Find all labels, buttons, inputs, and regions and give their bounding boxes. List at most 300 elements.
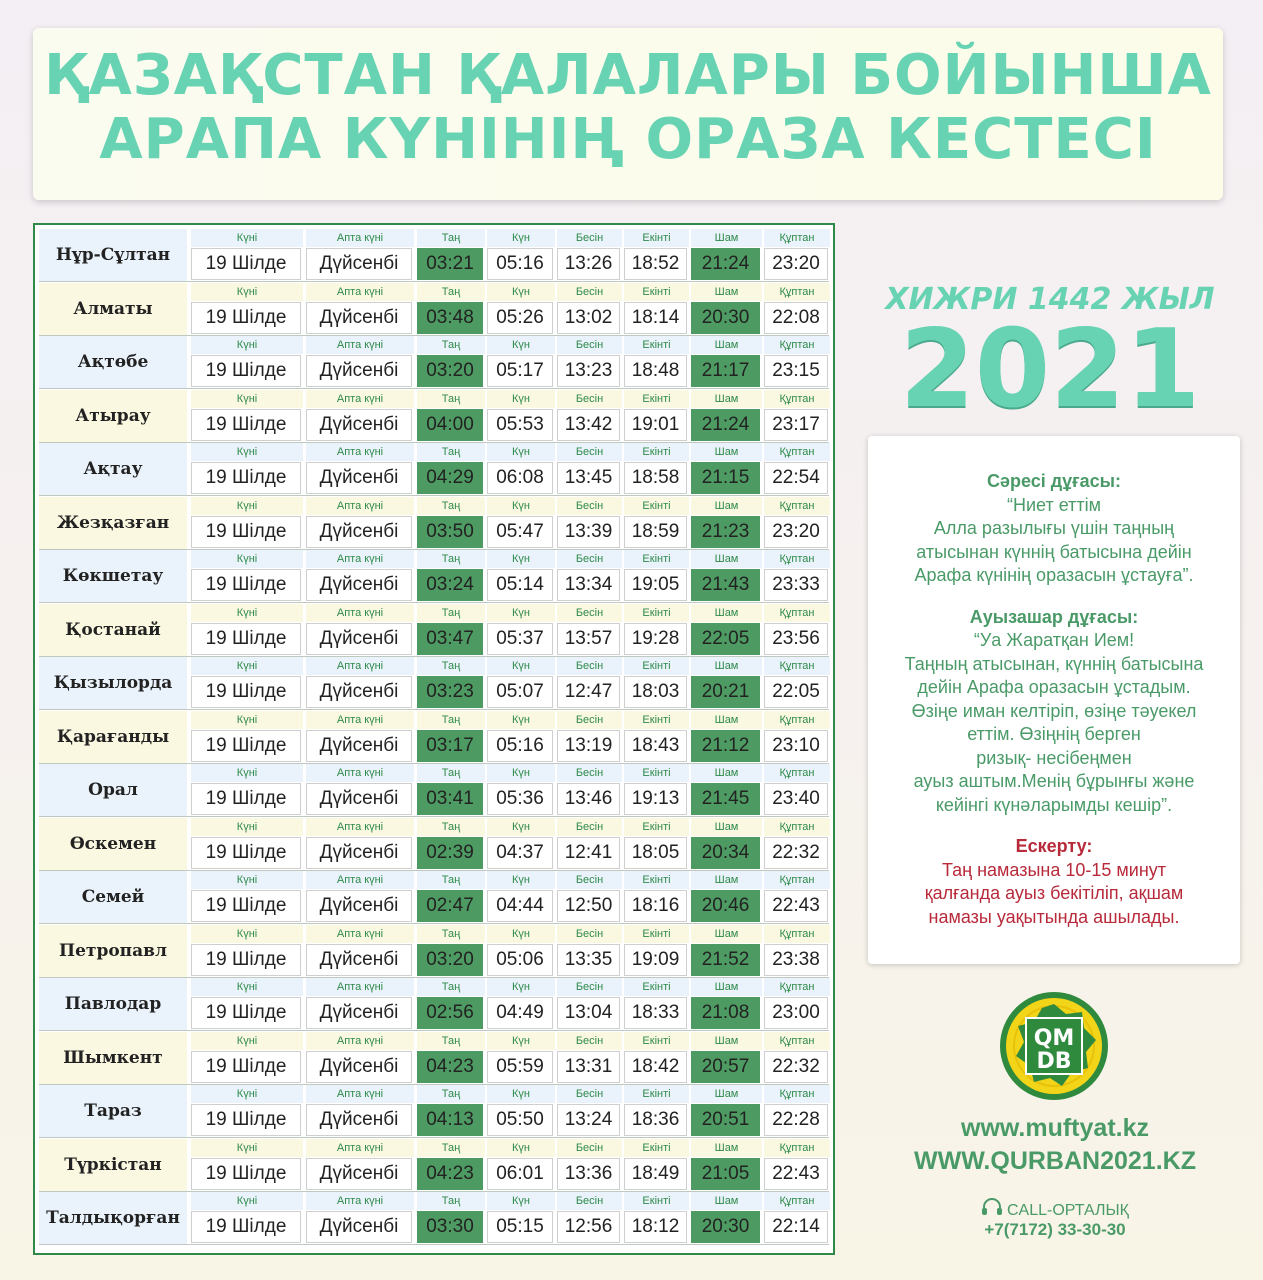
column-header: Апта күні [306, 871, 414, 889]
column-header: Апта күні [306, 764, 414, 782]
column-header: Шам [691, 229, 762, 247]
weekday-cell: Дүйсенбі [306, 516, 412, 548]
time-cell: 18:03 [624, 676, 687, 708]
column-header: Екінті [624, 1139, 689, 1157]
note-title: Ескерту: [1015, 836, 1093, 856]
column-header: Бесін [557, 390, 622, 408]
weekday-cell: Дүйсенбі [306, 623, 412, 655]
site-qurban[interactable]: WWW.QURBAN2021.KZ [914, 1147, 1196, 1175]
column-header: Шам [691, 443, 762, 461]
column-header: Таң [417, 764, 485, 782]
column-header: Күн [487, 1192, 555, 1210]
column-header: Құптан [764, 711, 830, 729]
time-cell: 13:23 [557, 355, 620, 387]
column-header: Екінті [624, 229, 689, 247]
column-header: Күн [487, 1032, 555, 1050]
time-cell: 18:33 [624, 997, 687, 1029]
city-name: Өскемен [39, 818, 187, 870]
city-name: Алматы [39, 283, 187, 335]
date-cell: 19 Шілде [191, 1211, 301, 1243]
column-header: Апта күні [306, 711, 414, 729]
time-cell: 18:43 [624, 730, 687, 762]
column-header: Шам [691, 1032, 762, 1050]
time-cell: 18:59 [624, 516, 687, 548]
iftar-line: дейін Арафа оразасын ұстадым. [917, 677, 1191, 697]
time-cell: 19:05 [624, 569, 687, 601]
column-header: Күн [487, 550, 555, 568]
logo-text-top: QM [1033, 1026, 1075, 1051]
time-cell: 18:05 [624, 837, 687, 869]
city-name: Қостанай [39, 604, 187, 656]
time-cell: 22:05 [691, 623, 760, 655]
column-header: Күні [191, 1032, 303, 1050]
time-cell: 04:23 [417, 1158, 483, 1190]
column-header: Екінті [624, 925, 689, 943]
weekday-cell: Дүйсенбі [306, 997, 412, 1029]
column-header: Екінті [624, 443, 689, 461]
column-header: Бесін [557, 871, 622, 889]
column-header: Екінті [624, 871, 689, 889]
date-cell: 19 Шілде [191, 783, 301, 815]
column-header: Таң [417, 443, 485, 461]
city-name: Түркістан [39, 1139, 187, 1191]
time-cell: 13:46 [557, 783, 620, 815]
time-cell: 13:36 [557, 1158, 620, 1190]
city-row [39, 818, 829, 871]
date-cell: 19 Шілде [191, 302, 301, 334]
time-cell: 05:07 [487, 676, 553, 708]
hijri-year: ХИЖРИ 1442 ЖЫЛ [885, 282, 1215, 317]
time-cell: 04:00 [417, 409, 483, 441]
weekday-cell: Дүйсенбі [306, 409, 412, 441]
column-header: Бесін [557, 764, 622, 782]
time-cell: 18:48 [624, 355, 687, 387]
column-header: Шам [691, 925, 762, 943]
column-header: Апта күні [306, 497, 414, 515]
column-header: Екінті [624, 604, 689, 622]
column-header: Күні [191, 1085, 303, 1103]
time-cell: 03:48 [417, 302, 483, 334]
time-cell: 22:05 [764, 676, 828, 708]
column-header: Шам [691, 390, 762, 408]
time-cell: 21:23 [691, 516, 760, 548]
column-header: Күні [191, 336, 303, 354]
date-cell: 19 Шілде [191, 248, 301, 280]
time-cell: 13:45 [557, 462, 620, 494]
weekday-cell: Дүйсенбі [306, 248, 412, 280]
column-header: Құптан [764, 978, 830, 996]
city-row [39, 550, 829, 603]
time-cell: 02:47 [417, 890, 483, 922]
date-cell: 19 Шілде [191, 355, 301, 387]
column-header: Таң [417, 1139, 485, 1157]
title-line-1: ҚАЗАҚСТАН ҚАЛАЛАРЫ БОЙЫНША [44, 43, 1212, 108]
time-cell: 22:08 [764, 302, 828, 334]
time-cell: 12:41 [557, 837, 620, 869]
column-header: Бесін [557, 550, 622, 568]
column-header: Күні [191, 497, 303, 515]
column-header: Күн [487, 657, 555, 675]
time-cell: 06:08 [487, 462, 553, 494]
iftar-line: “Уа Жаратқан Ием! [973, 630, 1135, 650]
phone-number[interactable]: +7(7172) 33-30-30 [984, 1220, 1126, 1239]
time-cell: 18:58 [624, 462, 687, 494]
time-cell: 05:06 [487, 944, 553, 976]
column-header: Екінті [624, 1085, 689, 1103]
column-header: Екінті [624, 336, 689, 354]
time-cell: 05:50 [487, 1104, 553, 1136]
time-cell: 05:14 [487, 569, 553, 601]
time-cell: 05:36 [487, 783, 553, 815]
city-name: Шымкент [39, 1032, 187, 1084]
column-header: Құптан [764, 1192, 830, 1210]
time-cell: 23:33 [764, 569, 828, 601]
column-header: Күн [487, 1085, 555, 1103]
weekday-cell: Дүйсенбі [306, 730, 412, 762]
time-cell: 21:12 [691, 730, 760, 762]
note-line: Таң намазына 10-15 минут [941, 859, 1167, 880]
city-row [39, 497, 829, 550]
sahur-line: “Ниет еттім [1007, 494, 1101, 515]
time-cell: 05:53 [487, 409, 553, 441]
column-header: Күні [191, 229, 303, 247]
time-cell: 21:05 [691, 1158, 760, 1190]
column-header: Таң [417, 229, 485, 247]
column-header: Күн [487, 711, 555, 729]
column-header: Күн [487, 390, 555, 408]
city-row [39, 1192, 829, 1245]
column-header: Күні [191, 925, 303, 943]
time-cell: 20:34 [691, 837, 760, 869]
city-name: Орал [39, 764, 187, 816]
column-header: Апта күні [306, 604, 414, 622]
column-header: Шам [691, 550, 762, 568]
column-header: Апта күні [306, 443, 414, 461]
time-cell: 05:47 [487, 516, 553, 548]
weekday-cell: Дүйсенбі [306, 1211, 412, 1243]
time-cell: 22:28 [764, 1104, 828, 1136]
city-name: Қарағанды [39, 711, 187, 763]
date-cell: 19 Шілде [191, 890, 301, 922]
city-row [39, 657, 829, 710]
column-header: Апта күні [306, 818, 414, 836]
time-cell: 21:52 [691, 944, 760, 976]
column-header: Таң [417, 604, 485, 622]
weekday-cell: Дүйсенбі [306, 302, 412, 334]
column-header: Таң [417, 550, 485, 568]
time-cell: 19:13 [624, 783, 687, 815]
column-header: Бесін [557, 336, 622, 354]
iftar-line: еттім. Өзіңнің берген [967, 724, 1141, 744]
column-header: Шам [691, 657, 762, 675]
time-cell: 06:01 [487, 1158, 553, 1190]
city-name: Ақтау [39, 443, 187, 495]
time-cell: 05:16 [487, 730, 553, 762]
city-row [39, 1085, 829, 1138]
time-cell: 23:17 [764, 409, 828, 441]
date-cell: 19 Шілде [191, 1104, 301, 1136]
column-header: Құптан [764, 764, 830, 782]
iftar-title: Ауызашар дұғасы: [969, 606, 1139, 627]
column-header: Шам [691, 283, 762, 301]
column-header: Апта күні [306, 978, 414, 996]
column-header: Апта күні [306, 1192, 414, 1210]
site-muftyat[interactable]: www.muftyat.kz [961, 1114, 1149, 1142]
city-row [39, 336, 829, 389]
time-cell: 13:02 [557, 302, 620, 334]
column-header: Бесін [557, 657, 622, 675]
time-cell: 03:30 [417, 1211, 483, 1243]
time-cell: 23:20 [764, 248, 828, 280]
time-cell: 18:49 [624, 1158, 687, 1190]
city-row [39, 283, 829, 336]
city-row [39, 390, 829, 443]
column-header: Бесін [557, 229, 622, 247]
column-header: Құптан [764, 1139, 830, 1157]
column-header: Шам [691, 497, 762, 515]
time-cell: 22:32 [764, 837, 828, 869]
time-cell: 13:19 [557, 730, 620, 762]
prayer-times-table [33, 223, 835, 1255]
column-header: Екінті [624, 978, 689, 996]
city-row [39, 764, 829, 817]
time-cell: 21:08 [691, 997, 760, 1029]
column-header: Күн [487, 283, 555, 301]
time-cell: 04:37 [487, 837, 553, 869]
column-header: Күні [191, 390, 303, 408]
time-cell: 18:42 [624, 1051, 687, 1083]
column-header: Екінті [624, 1032, 689, 1050]
column-header: Күні [191, 657, 303, 675]
city-name: Семей [39, 871, 187, 923]
time-cell: 21:17 [691, 355, 760, 387]
column-header: Екінті [624, 818, 689, 836]
time-cell: 03:20 [417, 355, 483, 387]
date-cell: 19 Шілде [191, 623, 301, 655]
column-header: Бесін [557, 711, 622, 729]
time-cell: 03:24 [417, 569, 483, 601]
city-name: Тараз [39, 1085, 187, 1137]
column-header: Күн [487, 443, 555, 461]
column-header: Бесін [557, 1032, 622, 1050]
city-name: Талдықорған [39, 1192, 187, 1244]
sahur-line: Арафа күнінің оразасын ұстауға”. [914, 565, 1194, 585]
column-header: Күні [191, 871, 303, 889]
time-cell: 22:54 [764, 462, 828, 494]
time-cell: 12:50 [557, 890, 620, 922]
weekday-cell: Дүйсенбі [306, 890, 412, 922]
column-header: Бесін [557, 978, 622, 996]
iftar-line: кейінгі күнәларымды кешір”. [935, 794, 1173, 815]
time-cell: 20:51 [691, 1104, 760, 1136]
time-cell: 18:12 [624, 1211, 687, 1243]
column-header: Шам [691, 818, 762, 836]
time-cell: 19:28 [624, 623, 687, 655]
time-cell: 23:10 [764, 730, 828, 762]
time-cell: 21:24 [691, 248, 760, 280]
weekday-cell: Дүйсенбі [306, 676, 412, 708]
city-name: Қызылорда [39, 657, 187, 709]
column-header: Таң [417, 390, 485, 408]
column-header: Бесін [557, 1192, 622, 1210]
column-header: Күн [487, 1139, 555, 1157]
column-header: Күні [191, 818, 303, 836]
column-header: Бесін [557, 443, 622, 461]
column-header: Апта күні [306, 1139, 414, 1157]
column-header: Құптан [764, 390, 830, 408]
time-cell: 04:13 [417, 1104, 483, 1136]
time-cell: 05:37 [487, 623, 553, 655]
time-cell: 21:45 [691, 783, 760, 815]
iftar-line: Өзіңе иман келтіріп, өзіңе тәуекел [911, 700, 1197, 721]
time-cell: 04:44 [487, 890, 553, 922]
time-cell: 22:32 [764, 1051, 828, 1083]
time-cell: 05:26 [487, 302, 553, 334]
time-cell: 23:15 [764, 355, 828, 387]
column-header: Апта күні [306, 229, 414, 247]
time-cell: 18:16 [624, 890, 687, 922]
column-header: Бесін [557, 497, 622, 515]
column-header: Құптан [764, 1085, 830, 1103]
column-header: Күні [191, 283, 303, 301]
column-header: Апта күні [306, 550, 414, 568]
qmdb-logo [998, 990, 1110, 1102]
iftar-line: Таңның атысынан, күннің батысына [904, 653, 1204, 674]
date-cell: 19 Шілде [191, 944, 301, 976]
column-header: Күн [487, 764, 555, 782]
sahur-line: Алла разылығы үшін таңның [933, 518, 1175, 538]
time-cell: 04:23 [417, 1051, 483, 1083]
column-header: Құптан [764, 497, 830, 515]
column-header: Екінті [624, 390, 689, 408]
column-header: Таң [417, 978, 485, 996]
time-cell: 05:59 [487, 1051, 553, 1083]
column-header: Күні [191, 1192, 303, 1210]
time-cell: 03:41 [417, 783, 483, 815]
column-header: Шам [691, 604, 762, 622]
column-header: Бесін [557, 604, 622, 622]
time-cell: 03:23 [417, 676, 483, 708]
iftar-line: ризық- несібеңмен [976, 747, 1132, 768]
sahur-line: атысынан күннің батысына дейін [916, 541, 1192, 562]
time-cell: 23:40 [764, 783, 828, 815]
column-header: Құптан [764, 283, 830, 301]
column-header: Күн [487, 229, 555, 247]
column-header: Күні [191, 443, 303, 461]
column-header: Күн [487, 925, 555, 943]
weekday-cell: Дүйсенбі [306, 462, 412, 494]
column-header: Күні [191, 604, 303, 622]
column-header: Таң [417, 497, 485, 515]
time-cell: 03:20 [417, 944, 483, 976]
time-cell: 13:42 [557, 409, 620, 441]
time-cell: 18:52 [624, 248, 687, 280]
title-banner [33, 28, 1223, 200]
weekday-cell: Дүйсенбі [306, 837, 412, 869]
column-header: Таң [417, 871, 485, 889]
time-cell: 20:30 [691, 1211, 760, 1243]
column-header: Таң [417, 1192, 485, 1210]
column-header: Екінті [624, 711, 689, 729]
column-header: Екінті [624, 550, 689, 568]
column-header: Күн [487, 978, 555, 996]
column-header: Екінті [624, 1192, 689, 1210]
date-cell: 19 Шілде [191, 1158, 301, 1190]
city-row [39, 871, 829, 924]
column-header: Құптан [764, 818, 830, 836]
column-header: Екінті [624, 657, 689, 675]
time-cell: 03:47 [417, 623, 483, 655]
column-header: Апта күні [306, 390, 414, 408]
weekday-cell: Дүйсенбі [306, 1158, 412, 1190]
city-row [39, 711, 829, 764]
time-cell: 13:34 [557, 569, 620, 601]
time-cell: 04:29 [417, 462, 483, 494]
date-cell: 19 Шілде [191, 462, 301, 494]
column-header: Күн [487, 604, 555, 622]
weekday-cell: Дүйсенбі [306, 569, 412, 601]
column-header: Шам [691, 978, 762, 996]
column-header: Екінті [624, 283, 689, 301]
time-cell: 19:01 [624, 409, 687, 441]
column-header: Екінті [624, 497, 689, 515]
time-cell: 03:17 [417, 730, 483, 762]
city-row [39, 443, 829, 496]
time-cell: 21:43 [691, 569, 760, 601]
column-header: Құптан [764, 1032, 830, 1050]
time-cell: 23:00 [764, 997, 828, 1029]
time-cell: 21:15 [691, 462, 760, 494]
column-header: Күні [191, 764, 303, 782]
weekday-cell: Дүйсенбі [306, 1104, 412, 1136]
weekday-cell: Дүйсенбі [306, 1051, 412, 1083]
time-cell: 12:56 [557, 1211, 620, 1243]
note-line: намазы уақытында ашылады. [928, 906, 1180, 927]
time-cell: 13:35 [557, 944, 620, 976]
column-header: Бесін [557, 1085, 622, 1103]
time-cell: 18:14 [624, 302, 687, 334]
note-line: қалғанда ауыз бекітіліп, ақшам [924, 883, 1184, 903]
column-header: Апта күні [306, 283, 414, 301]
column-header: Күн [487, 871, 555, 889]
time-cell: 20:21 [691, 676, 760, 708]
time-cell: 22:43 [764, 890, 828, 922]
time-cell: 23:20 [764, 516, 828, 548]
date-cell: 19 Шілде [191, 569, 301, 601]
column-header: Апта күні [306, 336, 414, 354]
column-header: Күн [487, 336, 555, 354]
city-row [39, 925, 829, 978]
time-cell: 18:36 [624, 1104, 687, 1136]
time-cell: 13:57 [557, 623, 620, 655]
time-cell: 20:30 [691, 302, 760, 334]
column-header: Таң [417, 336, 485, 354]
column-header: Күні [191, 711, 303, 729]
column-header: Құптан [764, 229, 830, 247]
column-header: Шам [691, 1192, 762, 1210]
city-row [39, 978, 829, 1031]
time-cell: 03:50 [417, 516, 483, 548]
row-divider [39, 1244, 829, 1245]
date-cell: 19 Шілде [191, 1051, 301, 1083]
column-header: Таң [417, 1085, 485, 1103]
time-cell: 21:24 [691, 409, 760, 441]
date-cell: 19 Шілде [191, 997, 301, 1029]
dua-panel [868, 436, 1240, 964]
time-cell: 02:56 [417, 997, 483, 1029]
column-header: Шам [691, 871, 762, 889]
time-cell: 12:47 [557, 676, 620, 708]
